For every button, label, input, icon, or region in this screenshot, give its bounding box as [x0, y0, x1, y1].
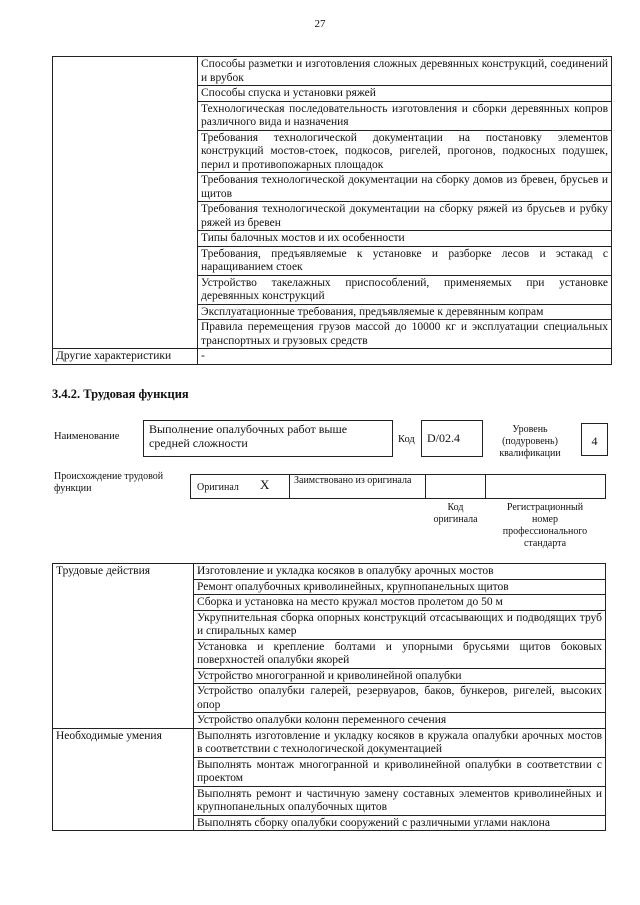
table-cell: Требования технологической документации на сборку ряжей из брусьев и рубку ряжей из бревен [198, 202, 612, 231]
table-cell: Требования, предъявляемые к установке и разборке лесов и эстакад с наращиванием стоек [198, 246, 612, 275]
registration-number-label: Регистрационный номер профессионального стандарта [502, 502, 588, 549]
knowledge-table [52, 56, 612, 365]
qualification-level-label: Уровень (подуровень) квалификации [499, 424, 561, 459]
table-cell: Способы спуска и установки ряжей [198, 86, 612, 102]
original-label: Оригинал [197, 482, 239, 493]
name-label: Наименование [54, 431, 120, 442]
table-cell: Устройство такелажных приспособлений, применяемых при установке деревянных конструкций [198, 275, 612, 304]
table-cell: Выполнять ремонт и частичную замену составных элементов криволинейных и крупнопанельных опалубочных щитов [194, 786, 606, 815]
origin-code-box [425, 474, 486, 499]
original-box [190, 474, 290, 499]
table-cell: Способы разметки и изготовления сложных деревянных конструкций, соединений и врубок [198, 57, 612, 86]
other-characteristics-value: - [198, 349, 612, 365]
table-cell: Требования технологической документации на постановку элементов конструкций мостов-стоек, подкосов, ригелей, прогонов, подкосных подушек, перил и противопожарных площадок [198, 130, 612, 173]
table-row [53, 57, 612, 86]
table-cell: Ремонт опалубочных криволинейных, крупнопанельных щитов [194, 579, 606, 595]
page-number: 27 [314, 18, 326, 30]
qualification-level-value: 4 [591, 434, 598, 448]
code-value-box [421, 420, 483, 457]
table-cell: Выполнять сборку опалубки сооружений с различными углами наклона [194, 815, 606, 831]
table-cell: Установка и крепление болтами и упорными брусьями щитов боковых поверхностей опалубки якорей [194, 639, 606, 668]
table-cell: Устройство опалубки колонн переменного сечения [194, 713, 606, 729]
table-cell: Эксплуатационные требования, предъявляемые к деревянным копрам [198, 304, 612, 320]
table-cell: Типы балочных мостов и их особенности [198, 231, 612, 247]
skills-label: Необходимые умения [53, 728, 194, 831]
registration-number-box [485, 474, 606, 499]
table-cell: Технологическая последовательность изготовления и сборки деревянных копров различного вида и назначения [198, 101, 612, 130]
table-cell: Выполнять монтаж многогранной и криволинейной опалубки в соответствии с проектом [194, 757, 606, 786]
table-cell: Укрупнительная сборка опорных конструкций отсасывающих и подводящих труб и спиральных камер [194, 610, 606, 639]
actions-label: Трудовые действия [53, 564, 194, 729]
table-cell: Устройство многогранной и криволинейной опалубки [194, 668, 606, 684]
table-row [53, 728, 606, 757]
borrowed-box [289, 474, 426, 499]
table-cell: Сборка и установка на место кружал мостов пролетом до 50 м [194, 595, 606, 611]
qualification-level-box [581, 423, 608, 456]
table-cell: Правила перемещения грузов массой до 10000 кг и эксплуатации специальных транспортных и грузовых средств [198, 320, 612, 349]
original-mark: X [260, 477, 270, 492]
code-value: D/02.4 [427, 431, 460, 445]
table-cell: Устройство опалубки галерей, резервуаров, баков, бункеров, ригелей, высоких опор [194, 684, 606, 713]
labor-function-table [52, 563, 606, 831]
name-value: Выполнение опалубочных работ выше средней сложности [149, 422, 348, 450]
other-characteristics-label: Другие характеристики [53, 349, 198, 365]
code-label: Код [398, 434, 415, 445]
origin-code-label: Код оригинала [433, 502, 478, 525]
name-value-box [143, 420, 393, 457]
section-title: 3.4.2. Трудовая функция [52, 387, 189, 401]
origin-label: Происхождение трудовой функции [54, 471, 164, 494]
table-cell: Изготовление и укладка косяков в опалубку арочных мостов [194, 564, 606, 580]
table-cell: Выполнять изготовление и укладку косяков в кружала опалубки арочных мостов в соответствии с технологической документацией [194, 728, 606, 757]
borrowed-label: Заимствовано из оригинала [294, 475, 412, 486]
table-cell: Требования технологической документации на сборку домов из бревен, брусьев и щитов [198, 173, 612, 202]
empty-label-cell [53, 57, 198, 349]
table-row [53, 349, 612, 365]
table-row [53, 564, 606, 580]
